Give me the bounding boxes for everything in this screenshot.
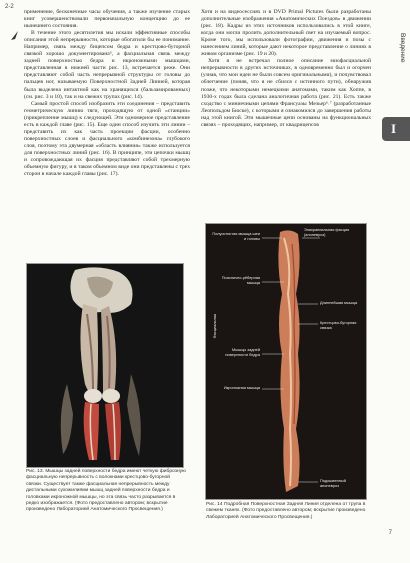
paragraph: Самый простой способ изобразить эти соединения – представить геометрическую линию тяги, проходящую от одной «станции» (прикрепление мышц) к следующей. Эти одномерное представление есть в каждой главе (рис. 15). Еще один способ изучить эти линии – представить их как часть проекции фасции, особенно поверхностных слоев и фасциального «комбинезона» глубокого слоя, поэтому эта двумерная «область влияния» также используется для поверхностных линий (рис. 16). В принципе, эти цепочки мышц и сопровождающая их фасция представляют собой трехмерную объемную фигуру, и в таком объемном виде они представлены с трех сторон в начале каждой главы (рис. 17).	[24, 100, 190, 178]
chapter-number: I	[391, 121, 397, 136]
label-lumbar: Пояснично-рёберная мышца	[221, 275, 260, 285]
paragraph: В течение этого десятилетия мы искали эффективные способы описания этой непрерывности, которые обогатили бы ее понимание. Например, связь между бицепсом бедра и крестцово-бугорной связкой хорошо документирована⁵, а фасциальная связь между задней поверхностью бедра и икроножными мышцами, представленная в нижней части рис. 13, встречается реже. Они представляют собой часть непрерывной структуры от головы до пальцев ног, называемую Поверхностной Задней Линией, которая была выделена интактной как на хранящихся (бальзамированных) (см. рис. 3 и 10), так и на свежих трупах (рис. 14).	[24, 30, 190, 100]
specimen-illustration	[206, 224, 366, 499]
label-gastrocnemius: Икроножная мышца	[223, 385, 260, 390]
text-column-left	[24, 9, 190, 178]
figure-13-caption: Рис. 13. Мышцы задней поверхности бедра имеют четкую фиброзную фасциальную непрерывность с волокнами крестцово-бугорной связки. Существует также фасциальная непрерывность между дистальными сухожилиями мышц задней поверхности бедра и головками икроножной мышцы, но эта связь часто разрывается в редко изображается. (Фото предоставлено автором; вскрытие произведено Лабораторией Анатомического Просвещения.)	[26, 469, 186, 513]
label-longissimus: Длиннейшая мышца	[320, 300, 358, 305]
label-side-left: Фасциальная	[212, 314, 217, 339]
dissection-photo-illustration	[27, 264, 183, 467]
label-plantar: Подошвенный апоневроз	[320, 478, 346, 488]
paragraph: Хотя и на видеосессиях и в DVD Primal Pictures были разработаны дополнительные изображения «Анатомических Поездов» в движении (рис. 18). Кадры из этих источников использовались в этой книге, когда они могли пролить дополнительный свет на изучаемый вопрос. Кроме того, мы использовали фотографии, движения и позы с нанесением линий, которые дают некоторое представление о линиях в живом организме (рис. 19 и 20).	[201, 9, 371, 58]
label-sacrotuberous: Крестцово-бугорная связка	[320, 320, 357, 330]
page-marker: 2-2	[5, 4, 14, 10]
figure-14-caption: Рис. 14 Подробная Поверхностная Задняя Линия отделена от трупа в свежем тканях. (Фото предоставлено автором; вскрытие произведено Лабораторией Анатомического Просвещения.)	[206, 502, 366, 520]
paragraph: применение, бесконечные часы обучения, а также изучение старых книг усовершенствовали первоначальную концепцию до ее нынешнего состояния.	[24, 9, 190, 30]
paragraph: Хотя я не встречал полное описание миофасциальной непрерывности в других источниках, в одновременно был и огорчен (узнав, что мои идеи не были совсем оригинальными), и почувствовал облегчение (поняв, что я не сбился с истинного пути), обнаружив позже, что некоторыми немецкими анатомами, таким как Хоппе, в 1930-х годах была сделана аналогичная работа (рис. 21). Есть также сходство с миниечными цепями Франсуазы Мезьер⁶˒⁷ (разработанные Леопольдом Бюске), с которыми я ознакомился до завершения работы над этой книгой. Эти мышечные цепи основаны на функциональных связях – проходящих, например, от квадрицепсов	[201, 58, 371, 128]
text-column-right	[201, 9, 371, 129]
arrow-icon	[9, 30, 19, 42]
figure-14-photo	[205, 223, 367, 500]
chapter-tab	[382, 117, 410, 141]
figure-13-photo	[26, 263, 184, 468]
page-number: 7	[388, 530, 392, 536]
label-aponeurosis: Эпикраниальная фасция (апоневроз)	[304, 227, 350, 237]
label-hamstrings: Мышцы задней поверхности бедра	[225, 347, 260, 357]
chapter-title: Введение	[399, 33, 406, 63]
label-spinal-erector: Полуостистая мышца шеи и головы	[212, 231, 260, 241]
